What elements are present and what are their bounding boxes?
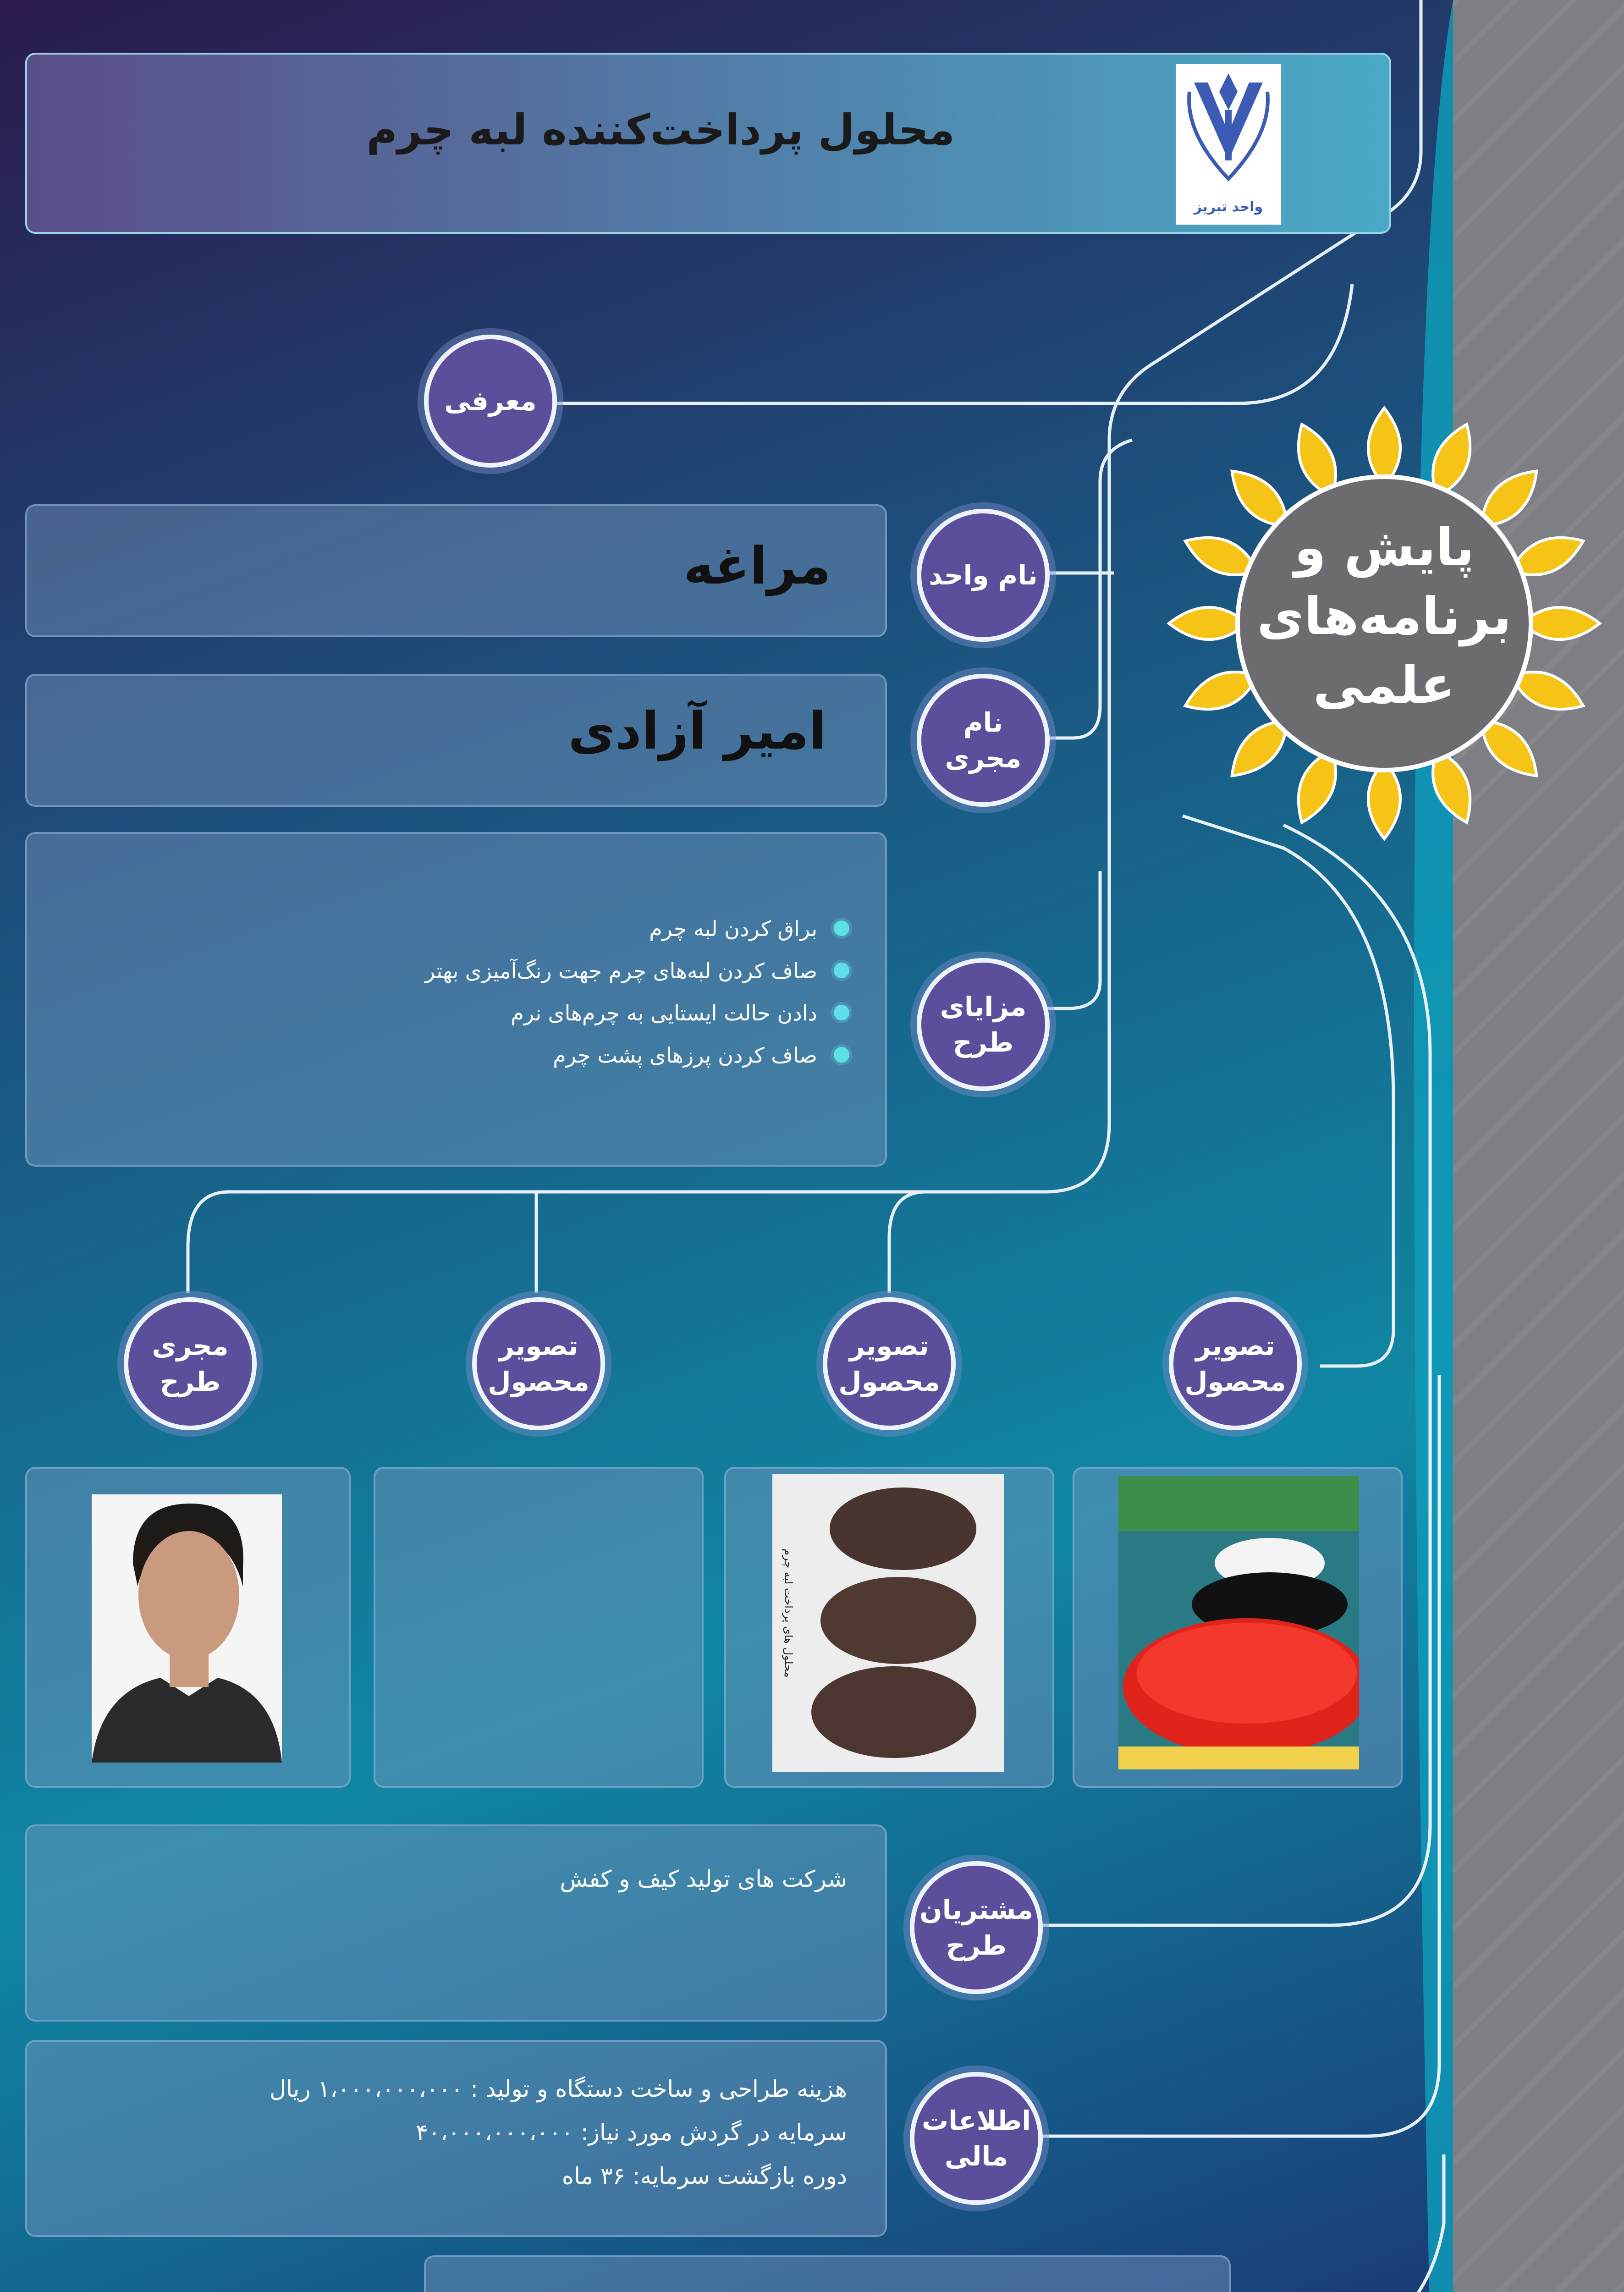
logo-caption: واحد تبریز (1194, 199, 1263, 215)
customers-panel (25, 1824, 887, 2022)
image-label-4-line2: طرح (160, 1366, 221, 1397)
customers-label-1: مشتریان (919, 1894, 1033, 1925)
executor-circle (917, 674, 1050, 807)
image-panel-3 (374, 1467, 704, 1788)
advantage-item: صاف کردن پرزهای پشت چرم (391, 1034, 849, 1076)
image-label-1-line1: تصویر (1195, 1330, 1275, 1361)
product-photo-colors (1118, 1476, 1359, 1769)
intro-circle (424, 335, 557, 468)
intro-label: معرفی (444, 385, 537, 417)
image-label-circle-4 (124, 1297, 257, 1430)
abstract-text (453, 2283, 1205, 2292)
university-logo (1176, 64, 1281, 225)
customers-circle (910, 1861, 1043, 1994)
image-label-2-line2: محصول (838, 1366, 940, 1397)
advantages-list (391, 908, 849, 1076)
image-label-2-line1: تصویر (849, 1330, 929, 1361)
financial-label-2: مالی (944, 2141, 1008, 2172)
person-portrait-icon (92, 1494, 282, 1763)
jar-label: محلول های پرداخت لبه چرم (782, 1548, 795, 1678)
advantage-item: صاف کردن لبه‌های چرم جهت رنگ‌آمیزی بهتر (391, 950, 849, 992)
financial-line: هزینه طراحی و ساخت دستگاه و تولید : ۱،۰۰۰،۰۰۰،۰۰۰ ریال (269, 2076, 847, 2102)
brown-jars-image-icon (772, 1474, 1004, 1772)
image-label-3-line1: تصویر (499, 1330, 578, 1361)
financial-lines (160, 2067, 847, 2198)
advantages-label-1: مزایای (940, 991, 1027, 1022)
image-label-circle-3 (472, 1297, 605, 1430)
unit-value: مراغه (683, 536, 831, 596)
advantage-item: دادن حالت ایستایی به چرم‌های نرم (391, 992, 849, 1034)
advantages-circle (917, 958, 1050, 1091)
executor-label: نام مجری (945, 706, 1022, 774)
financial-line: سرمایه در گردش مورد نیاز: ۴۰،۰۰۰،۰۰۰،۰۰۰ (416, 2119, 847, 2146)
image-label-circle-2 (823, 1297, 956, 1430)
financial-label-1: اطلاعات (921, 2105, 1031, 2136)
badge-text: پایش و برنامه‌های علمی (1257, 518, 1512, 715)
product-photo-brown (772, 1474, 1004, 1772)
university-emblem-icon (1176, 64, 1281, 197)
executor-value: امیر آزادی (568, 701, 826, 761)
advantage-item: براق کردن لبه چرم (391, 908, 849, 950)
page-title: محلول پرداخت‌کننده لبه چرم (366, 105, 955, 154)
customers-text: شرکت های تولید کیف و کفش (560, 1866, 847, 1892)
image-label-4-line1: مجری (152, 1330, 229, 1361)
financial-line: دوره بازگشت سرمایه: ۳۶ ماه (562, 2163, 847, 2189)
image-label-3-line2: محصول (488, 1366, 589, 1397)
financial-circle (910, 2072, 1043, 2205)
unit-circle (917, 509, 1050, 642)
jars-image-icon (1118, 1476, 1359, 1769)
image-label-circle-1 (1169, 1297, 1302, 1430)
advantages-label-2: طرح (952, 1027, 1014, 1058)
customers-label-2: طرح (946, 1930, 1007, 1961)
image-label-1-line2: محصول (1184, 1366, 1286, 1397)
executor-photo (92, 1494, 282, 1763)
program-badge (1155, 394, 1613, 853)
unit-label: نام واحد (929, 559, 1038, 591)
